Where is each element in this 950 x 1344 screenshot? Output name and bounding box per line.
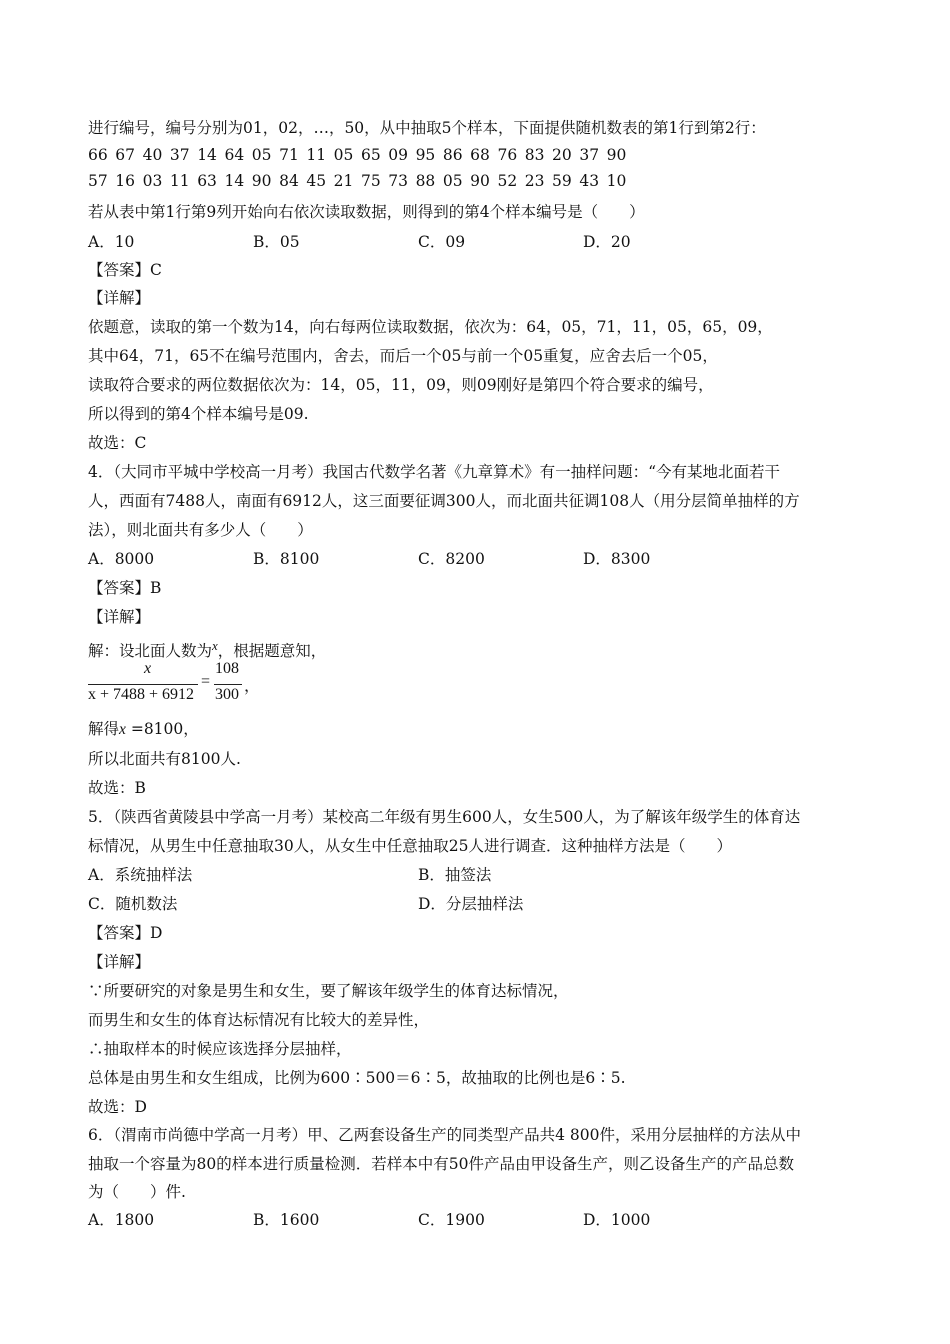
q5-line: 标情况，从男生中任意抽取30人，从女生中任意抽取25人进行调查．这种抽样方法是（ ） [88,837,732,855]
table-cell: 64 [224,146,245,164]
table-cell: 73 [388,172,408,190]
table-cell: 10 [606,172,627,190]
equals-sign: = [201,673,211,690]
table-cell: 43 [579,172,600,190]
table-cell: 68 [470,146,490,164]
q4-option-b: B．8100 [253,550,320,568]
table-cell: 76 [497,146,518,164]
table-cell: 40 [142,146,163,164]
q5-detail-label: 【详解】 [88,953,151,971]
table-cell: 11 [169,172,190,190]
fraction-bar [214,684,242,685]
equation-fraction [88,660,261,710]
q6-option-b: B．1600 [253,1211,320,1229]
random-table-row-1 [88,145,634,165]
q6-option-c: C．1900 [418,1211,485,1229]
table-cell: 86 [442,146,463,164]
table-cell: 05 [251,146,272,164]
q5-option-c: C．随机数法 [88,895,178,913]
variable-x: x [119,721,126,738]
table-cell: 90 [606,146,627,164]
q3-option-c: C．09 [418,233,466,251]
table-cell: 45 [306,172,327,190]
table-cell: 57 [88,172,108,190]
q3-intro: 进行编号，编号分别为01，02，…，50，从中抽取5个样本，下面提供随机数表的第1行到第2行： [88,119,766,137]
table-cell: 88 [415,172,436,190]
table-cell: 16 [115,172,136,190]
table-cell: 05 [333,146,354,164]
table-cell: 83 [524,146,545,164]
q4-solution-setup: 解：设北面人数为$^x$，根据题意知， [88,638,327,661]
q5-option-a: A．系统抽样法 [88,866,193,884]
q3-answer: 【答案】C [88,261,162,279]
q4-option-d: D．8300 [583,550,651,568]
table-cell: 84 [279,172,299,190]
q4-conclusion: 所以北面共有8100人. [88,750,241,768]
q3-option-b: B．05 [253,233,300,251]
table-cell: 11 [306,146,327,164]
q6-line: 抽取一个容量为80的样本进行质量检测．若样本中有50件产品由甲设备生产，则乙设备生产的产品总数 [88,1155,794,1173]
q4-line: 法），则北面共有多少人（ ） [88,521,313,539]
table-cell: 66 [88,146,108,164]
table-cell: 20 [552,146,572,164]
table-cell: 14 [224,172,245,190]
fraction-denominator: 300 [215,686,239,703]
q4-solve-line: 解得x =8100， [88,720,199,738]
q6-line: 为（ ）件. [88,1183,186,1201]
q6-line: 6．（渭南市尚德中学高一月考）甲、乙两套设备生产的同类型产品共4 800件，采用分层抽样的方法从中 [88,1126,801,1144]
q5-choice: 故选：D [88,1098,147,1116]
table-cell: 23 [524,172,545,190]
table-cell: 71 [279,146,299,164]
q5-detail-line: ∵所要研究的对象是男生和女生，要了解该年级学生的体育达标情况， [88,982,569,1000]
q5-line: 5．（陕西省黄陵县中学高一月考）某校高二年级有男生600人，女生500人，为了解该年级学生的体育达 [88,808,801,826]
q4-option-a: A．8000 [88,550,155,568]
table-cell: 09 [388,146,408,164]
q5-option-b: B．抽签法 [418,866,492,884]
q6-option-a: A．1800 [88,1211,155,1229]
q5-option-d: D．分层抽样法 [418,895,524,913]
q5-detail-line: 总体是由男生和女生组成，比例为600∶500＝6∶5，故抽取的比例也是6∶5. [88,1069,626,1087]
table-cell: 65 [360,146,381,164]
random-table-row-2 [88,171,634,191]
q4-line: 人，西面有7488人，南面有6912人，这三面要征调300人，而北面共征调108人（用分层简单抽样的方 [88,492,800,510]
fraction-numerator: 108 [215,660,239,677]
table-cell: 37 [169,146,190,164]
table-cell: 59 [552,172,572,190]
variable-x: x [212,638,218,653]
table-cell: 37 [579,146,600,164]
q3-option-d: D．20 [583,233,631,251]
q6-option-d: D．1000 [583,1211,651,1229]
table-cell: 52 [497,172,518,190]
q4-answer: 【答案】B [88,579,162,597]
q4-detail-label: 【详解】 [88,608,151,626]
table-cell: 63 [197,172,217,190]
q3-option-a: A．10 [88,233,135,251]
table-cell: 05 [442,172,463,190]
q3-detail-line: 所以得到的第4个样本编号是09. [88,405,309,423]
q3-detail-line: 其中64，71，65不在编号范围内，舍去，而后一个05与前一个05重复，应舍去后一个05， [88,347,718,365]
q3-detail-line: 读取符合要求的两位数据依次为：14，05，11，09，则09刚好是第四个符合要求的编号， [88,376,714,394]
q5-detail-line: ∴抽取样本的时候应该选择分层抽样， [88,1040,352,1058]
fraction-numerator: x [144,660,152,677]
q5-answer: 【答案】D [88,924,163,942]
q4-line: 4．（大同市平城中学校高一月考）我国古代数学名著《九章算术》有一抽样问题：“今有某地北面若干 [88,463,781,481]
table-cell: 75 [360,172,381,190]
fraction-comma: ， [244,678,261,695]
q3-detail-label: 【详解】 [88,289,151,307]
q3-question: 若从表中第1行第9列开始向右依次读取数据，则得到的第4个样本编号是（ ） [88,203,645,221]
table-cell: 95 [415,146,436,164]
q3-choice: 故选：C [88,434,147,452]
fraction-denominator: x + 7488 + 6912 [88,686,195,703]
table-cell: 21 [333,172,354,190]
table-cell: 90 [470,172,490,190]
q3-detail-line: 依题意，读取的第一个数为14，向右每两位读取数据，依次为：64，05，71，11，05，65，09， [88,318,773,336]
fraction-bar [88,684,198,685]
table-cell: 14 [197,146,217,164]
table-cell: 90 [251,172,272,190]
q4-choice: 故选：B [88,779,146,797]
table-cell: 67 [115,146,136,164]
table-cell: 03 [142,172,163,190]
q5-detail-line: 而男生和女生的体育达标情况有比较大的差异性， [88,1011,430,1029]
q4-option-c: C．8200 [418,550,485,568]
